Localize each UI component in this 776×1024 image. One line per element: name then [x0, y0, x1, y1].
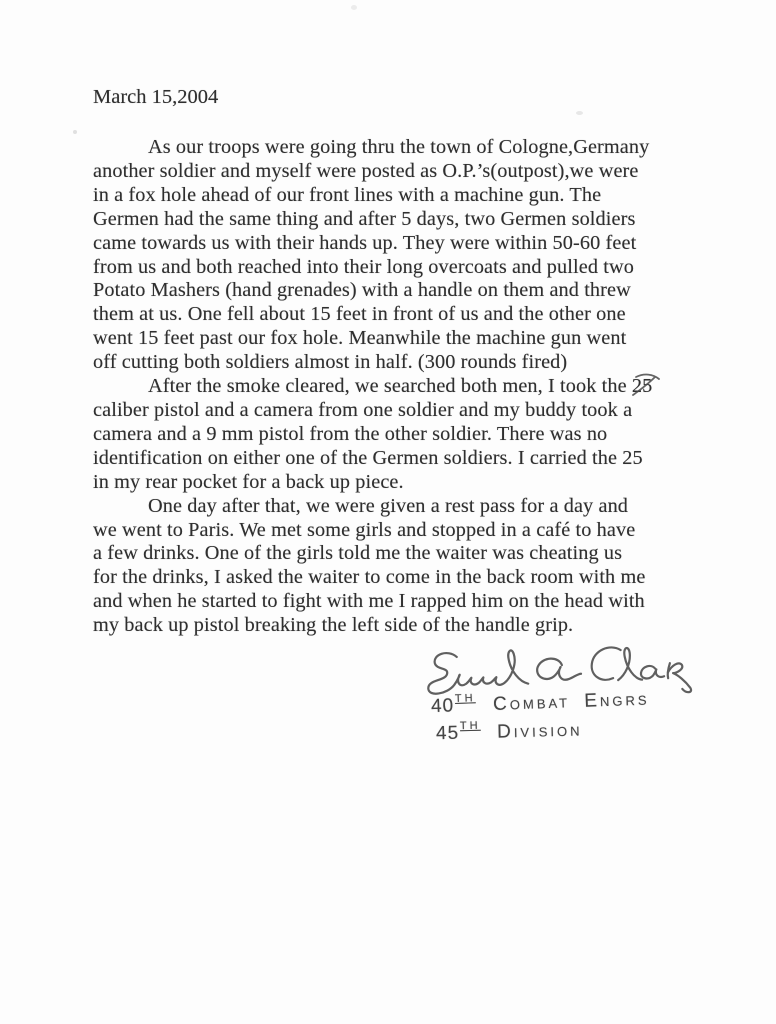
- text-line: and when he started to fight with me I rapped him on the head with: [93, 590, 645, 613]
- unit-number: 40: [430, 695, 455, 718]
- scan-speck: [351, 5, 357, 10]
- signature-unit-line-2: [436, 719, 583, 745]
- text-line: in a fox hole ahead of our front lines with a machine gun. The: [93, 183, 602, 206]
- paragraph-1: [93, 136, 652, 375]
- text-line: Potato Mashers (hand grenades) with a handle on them and threw: [93, 279, 631, 302]
- text-line: came towards us with their hands up. They were within 50-60 feet: [93, 231, 637, 254]
- scan-speck: [576, 111, 583, 115]
- scan-speck: [73, 130, 77, 134]
- letter-date: March 15,2004: [93, 86, 219, 108]
- signature-name-text: [0, 0, 1, 1]
- unit-number: 45: [435, 722, 460, 745]
- text-line: identification on either one of the Germen soldiers. I carried the 25: [93, 446, 643, 469]
- paragraph-2: [93, 375, 652, 495]
- text-line: caliber pistol and a camera from one soldier and my buddy took a: [93, 398, 633, 421]
- unit-ordinal: TH: [459, 719, 481, 733]
- text-line: As our troops were going thru the town of Cologne,Germany: [148, 136, 650, 158]
- text-line: them at us. One fell about 15 feet in front of us and the other one: [93, 303, 626, 326]
- unit-name: Combat Engrs: [492, 688, 650, 715]
- text-line: camera and a 9 mm pistol from the other soldier. There was no: [93, 422, 608, 445]
- text-line: for the drinks, I asked the waiter to come in the back room with me: [93, 566, 646, 589]
- text-line: in my rear pocket for a back up piece.: [93, 470, 404, 493]
- unit-name: Division: [496, 719, 583, 743]
- text-line: One day after that, we were given a rest pass for a day and: [148, 494, 629, 517]
- text-line: went 15 feet past our fox hole. Meanwhile the machine gun went: [93, 327, 627, 350]
- ink-stroke-over-25: [627, 371, 663, 399]
- letter-body: [93, 136, 652, 638]
- signature-unit-line-1: [431, 688, 650, 718]
- text-line: off cutting both soldiers almost in half. (300 rounds fired): [93, 351, 568, 374]
- text-line: After the smoke cleared, we searched both men, I took the 25: [148, 375, 653, 398]
- text-line: my back up pistol breaking the left side of the handle grip.: [93, 614, 574, 637]
- text-line: from us and both reached into their long overcoats and pulled two: [93, 255, 634, 278]
- unit-ordinal: TH: [454, 692, 476, 705]
- text-line: a few drinks. One of the girls told me the waiter was cheating us: [93, 542, 623, 565]
- paragraph-3: [93, 495, 652, 638]
- text-line: we went to Paris. We met some girls and stopped in a café to have: [93, 518, 636, 541]
- text-line: another soldier and myself were posted as O.P.’s(outpost),we were: [93, 159, 639, 182]
- text-line: Germen had the same thing and after 5 days, two Germen soldiers: [93, 207, 636, 230]
